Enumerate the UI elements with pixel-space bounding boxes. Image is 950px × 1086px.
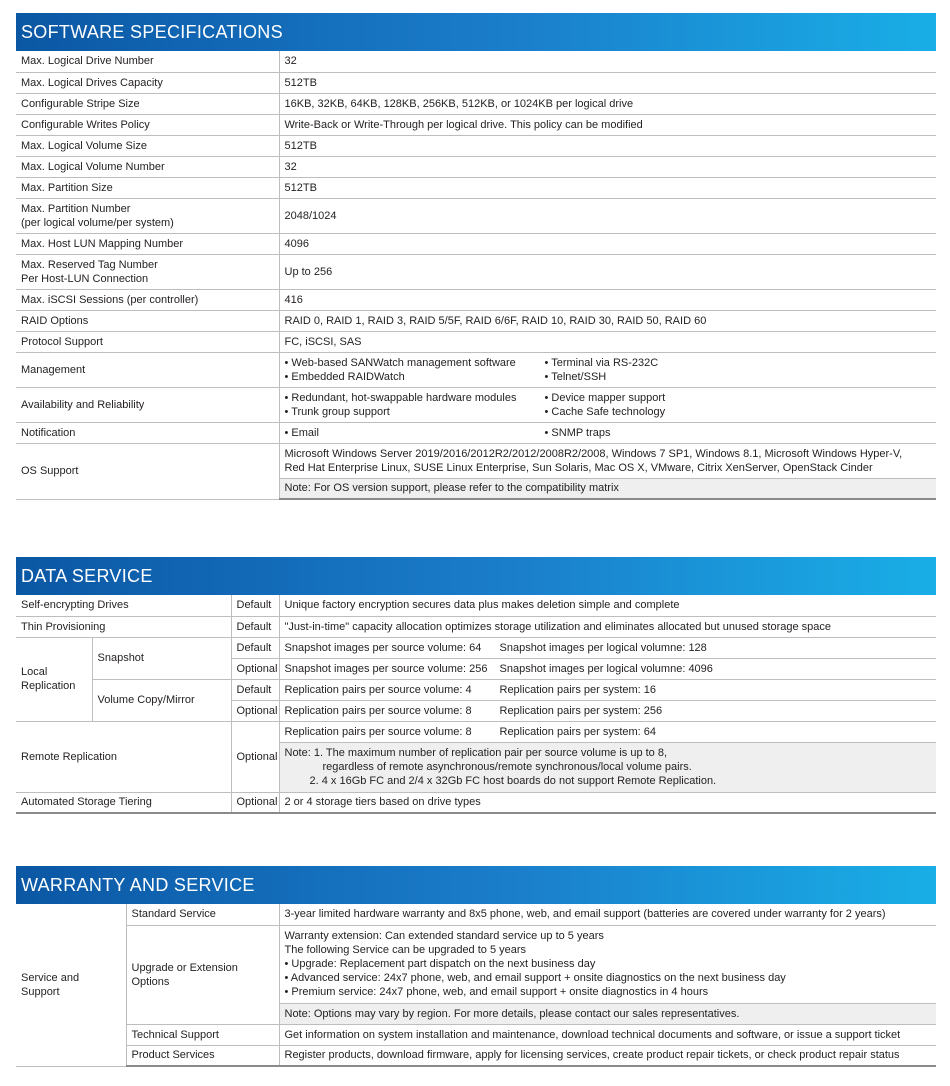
service-label: Thin Provisioning [16,616,231,637]
list-item: Replication pairs per system: 16 [499,683,657,696]
table-row [16,721,936,742]
desc-line: The following Service can be upgraded to 5 years [284,944,527,956]
service-desc: Unique factory encryption secures data plus makes deletion simple and complete [279,595,936,616]
desc-line: • Advanced service: 24x7 phone, web, and email support + onsite diagnostics on the next business day [284,972,786,984]
spec-value [279,387,936,422]
snapshot-label: Snapshot [92,637,231,679]
software-specifications-table [16,51,936,500]
table-row [16,616,936,637]
service-desc: "Just-in-time" capacity allocation optimizes storage utilization and eliminates allocated but unused storage space [279,616,936,637]
warranty-header: WARRANTY AND SERVICE [16,866,936,904]
spec-label [16,198,279,233]
service-desc: 3-year limited hardware warranty and 8x5 phone, web, and email support (batteries are covered under warranty for 2 years) [279,904,936,925]
spec-value: 32 [279,51,936,72]
spec-label: Configurable Stripe Size [16,93,279,114]
spec-label: Max. iSCSI Sessions (per controller) [16,289,279,310]
spec-value: 16KB, 32KB, 64KB, 128KB, 256KB, 512KB, or 1024KB per logical drive [279,93,936,114]
data-service-table [16,595,936,814]
remote-note [279,742,936,792]
software-specifications-section [16,13,936,500]
table-row [16,114,936,135]
table-row [16,679,936,700]
table-row [16,93,936,114]
service-label: Upgrade or Extension Options [126,925,279,1024]
spec-label: Max. Host LUN Mapping Number [16,233,279,254]
table-row [16,51,936,72]
list-item: Replication pairs per system: 64 [499,725,657,738]
list-item: • Device mapper support [544,391,666,404]
spec-label: RAID Options [16,310,279,331]
table-row [16,595,936,616]
two-column-list [285,391,932,419]
two-column-list [285,426,932,440]
service-desc: Register products, download firmware, apply for licensing services, create product repair tickets, or check product repair status [279,1045,936,1066]
service-desc: Get information on system installation and maintenance, download technical documents and software, or issue a support ticket [279,1024,936,1045]
list-item: Replication pairs per source volume: 8 [284,725,472,738]
service-mode: Optional [231,721,279,792]
service-desc [279,925,936,1003]
list-item: • Trunk group support [284,405,390,418]
spec-label: Max. Logical Drive Number [16,51,279,72]
data-service-section [16,557,936,814]
spec-label-line: Per Host-LUN Connection [21,272,149,285]
list-column [545,356,659,384]
spec-value: FC, iSCSI, SAS [279,331,936,352]
two-column-list [285,662,932,676]
table-row [16,443,936,478]
list-item: • Embedded RAIDWatch [284,370,405,383]
list-item: Snapshot images per logical volumne: 4096 [499,662,713,675]
spec-value [279,352,936,387]
table-row [16,387,936,422]
service-mode: Optional [231,658,279,679]
spec-label: Availability and Reliability [16,387,279,422]
table-row [16,254,936,289]
table-row [16,289,936,310]
spec-label-line: Max. Partition Number [21,202,131,215]
group-label: Service and Support [16,904,126,1066]
spec-label-line: (per logical volume/per system) [21,216,174,229]
two-column-list [285,356,932,384]
table-row [16,233,936,254]
service-mode: Optional [231,700,279,721]
list-item: Replication pairs per source volume: 4 [284,683,472,696]
service-desc [279,721,936,742]
spec-value: Write-Back or Write-Through per logical drive. This policy can be modified [279,114,936,135]
warranty-table [16,904,936,1067]
spec-label: Configurable Writes Policy [16,114,279,135]
list-column [285,391,545,419]
list-item: • Telnet/SSH [544,370,607,383]
spec-value [279,422,936,443]
os-line: Red Hat Enterprise Linux, SUSE Linux Enterprise, Sun Solaris, Mac OS X, VMware, Citrix XenServer, OpenStack Cinder [284,461,873,474]
spec-value: 512TB [279,72,936,93]
spec-value: 512TB [279,177,936,198]
spec-label: Max. Logical Volume Number [16,156,279,177]
two-column-list [285,641,932,655]
table-row [16,792,936,813]
table-row [16,925,936,1003]
spec-label: Notification [16,422,279,443]
label-line: Replication [21,680,76,692]
spec-label: Max. Logical Drives Capacity [16,72,279,93]
desc-line: Warranty extension: Can extended standard service up to 5 years [284,930,604,942]
service-mode: Optional [231,792,279,813]
list-column [285,356,545,384]
table-row [16,352,936,387]
spec-value: RAID 0, RAID 1, RAID 3, RAID 5/5F, RAID 6/6F, RAID 10, RAID 30, RAID 50, RAID 60 [279,310,936,331]
list-item: Replication pairs per system: 256 [499,704,663,717]
table-row [16,72,936,93]
note-line: 2. 4 x 16Gb FC and 2/4 x 32Gb FC host boards do not support Remote Replication. [309,775,717,787]
service-label: Remote Replication [16,721,231,792]
data-service-header: DATA SERVICE [16,557,936,595]
service-label: Automated Storage Tiering [16,792,231,813]
spec-label-line: Max. Reserved Tag Number [21,258,158,271]
desc-line: • Upgrade: Replacement part dispatch on the next business day [284,958,596,970]
spec-label: Protocol Support [16,331,279,352]
two-column-list [285,683,932,697]
list-item: Replication pairs per source volume: 8 [284,704,472,717]
service-desc [279,700,936,721]
software-specifications-header: SOFTWARE SPECIFICATIONS [16,13,936,51]
list-item: • Redundant, hot-swappable hardware modules [284,391,517,404]
service-label: Self-encrypting Drives [16,595,231,616]
spec-label: Max. Partition Size [16,177,279,198]
table-row [16,1024,936,1045]
service-label: Technical Support [126,1024,279,1045]
upgrade-note: Note: Options may vary by region. For more details, please contact our sales representatives. [279,1003,936,1024]
spec-label: Management [16,352,279,387]
table-row [16,637,936,658]
note-line: regardless of remote asynchronous/remote synchronous/local volume pairs. [322,761,692,773]
table-row [16,135,936,156]
warranty-section [16,866,936,1067]
local-replication-label [16,637,92,721]
table-row [16,331,936,352]
spec-label: Max. Logical Volume Size [16,135,279,156]
table-row [16,310,936,331]
service-desc [279,679,936,700]
service-mode: Default [231,637,279,658]
service-label: Standard Service [126,904,279,925]
list-item: • Terminal via RS-232C [544,356,659,369]
table-row [16,904,936,925]
desc-line: • Premium service: 24x7 phone, web, and email support + onsite diagnostics in 4 hours [284,986,709,998]
service-mode: Default [231,616,279,637]
service-label: Product Services [126,1045,279,1066]
spec-value: 32 [279,156,936,177]
table-row [16,156,936,177]
list-item: • Cache Safe technology [544,405,666,418]
os-line: Microsoft Windows Server 2019/2016/2012R2/2012/2008R2/2008, Windows 7 SP1, Windows 8.1, Microsoft Windows Hyper-V, [284,447,903,460]
two-column-list [285,704,932,718]
spec-value: 4096 [279,233,936,254]
spec-value [279,443,936,478]
two-column-list [285,725,932,739]
volume-copy-label: Volume Copy/Mirror [92,679,231,721]
table-row [16,1045,936,1066]
note-line: Note: 1. The maximum number of replication pair per source volume is up to 8, [284,747,668,759]
os-note: Note: For OS version support, please refer to the compatibility matrix [279,478,936,499]
table-row [16,177,936,198]
list-item: • SNMP traps [544,426,611,439]
spec-label [16,254,279,289]
spec-value: 2048/1024 [279,198,936,233]
spec-value: Up to 256 [279,254,936,289]
service-mode: Default [231,679,279,700]
table-row [16,422,936,443]
list-item: • Email [284,426,319,439]
service-desc [279,637,936,658]
service-desc [279,658,936,679]
spec-value: 512TB [279,135,936,156]
list-item: Snapshot images per source volume: 256 [284,662,488,675]
list-column [545,391,666,419]
list-item: Snapshot images per source volume: 64 [284,641,482,654]
spec-label: OS Support [16,443,279,499]
list-item: • Web-based SANWatch management software [284,356,516,369]
table-row [16,198,936,233]
label-line: Local [21,666,48,678]
service-mode: Default [231,595,279,616]
spec-value: 416 [279,289,936,310]
list-item: Snapshot images per logical volumne: 128 [499,641,707,654]
service-desc: 2 or 4 storage tiers based on drive types [279,792,936,813]
